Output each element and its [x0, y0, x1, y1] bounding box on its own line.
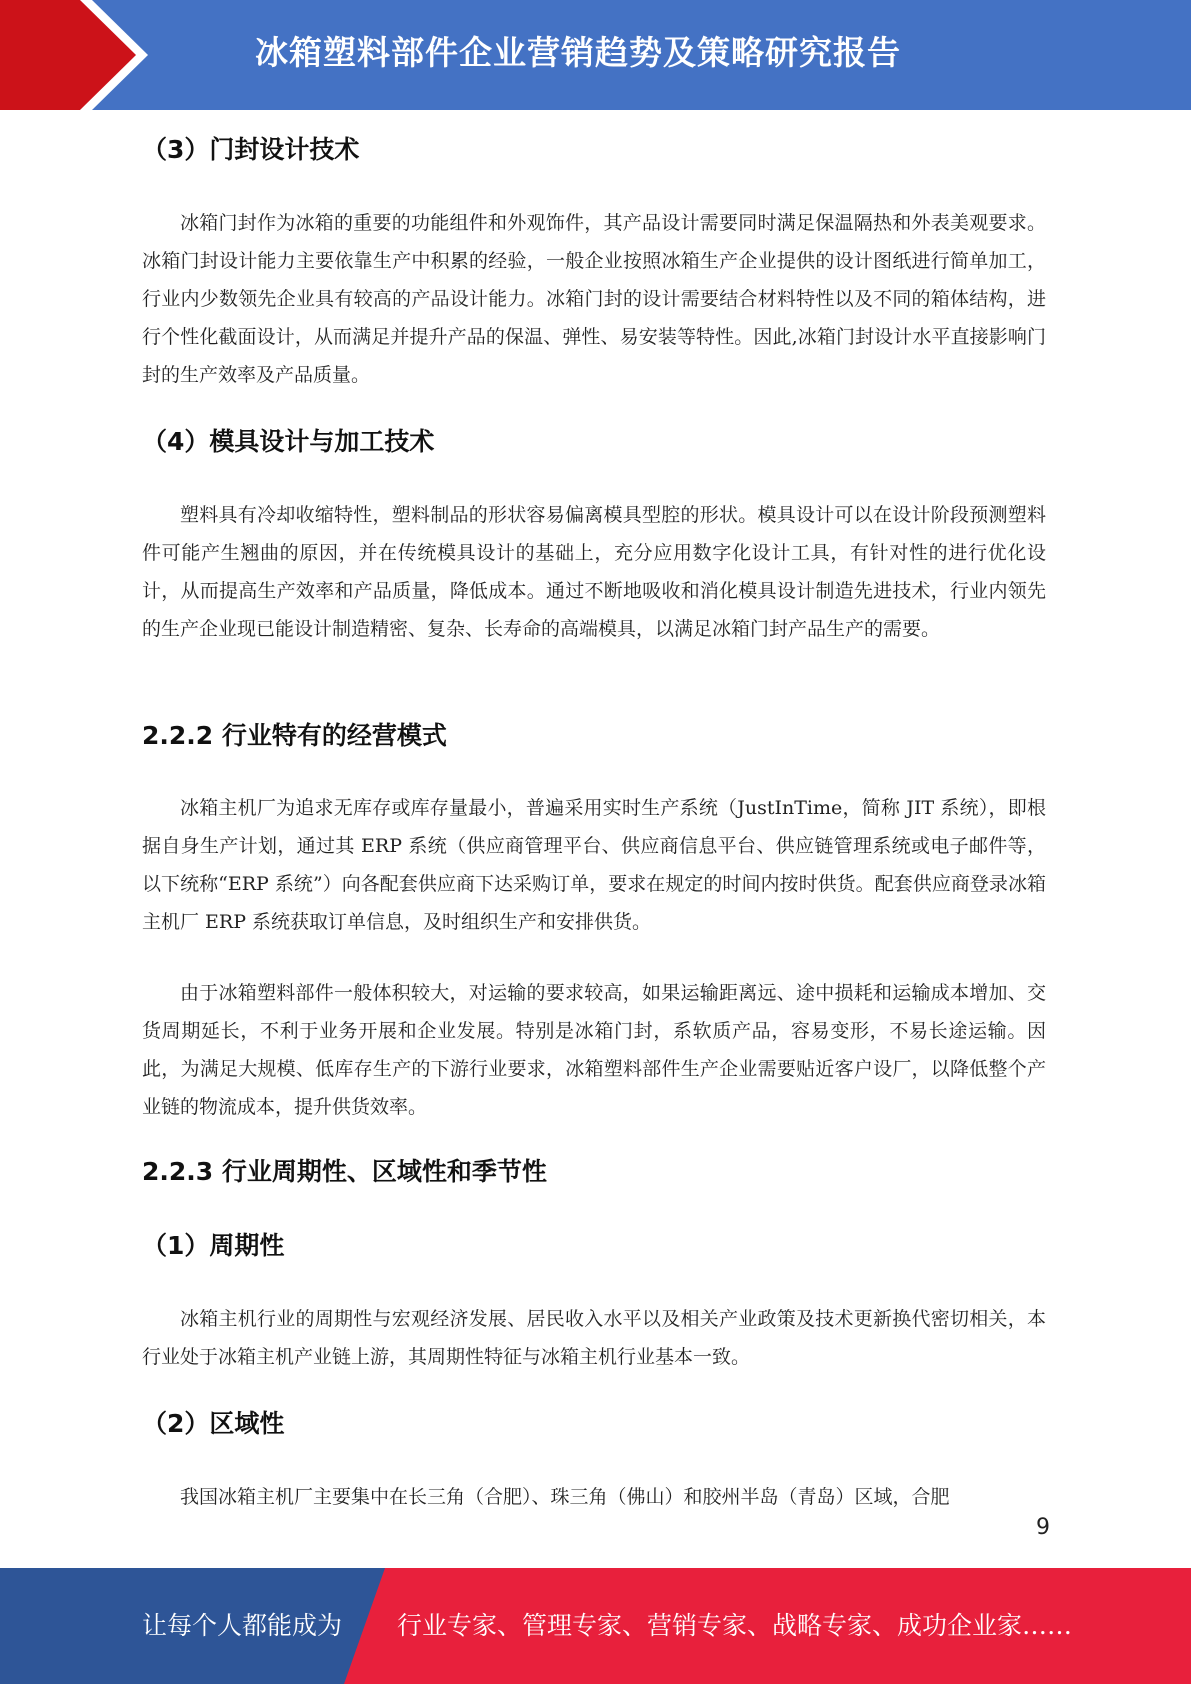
page-footer	[0, 1568, 1191, 1684]
footer-slogan-right: 行业专家、管理专家、营销专家、战略专家、成功企业家……	[397, 1611, 1073, 1640]
heading-door-seal-design: （3）门封设计技术	[142, 135, 360, 164]
paragraph-door-seal-design: 冰箱门封作为冰箱的重要的功能组件和外观饰件，其产品设计需要同时满足保温隔热和外表美观要求。冰箱门封设计能力主要依靠生产中积累的经验，一般企业按照冰箱生产企业提供的设计图纸进行简单加工，行业内少数领先企业具有较高的产品设计能力。冰箱门封的设计需要结合材料特性以及不同的箱体结构，进行个性化截面设计，从而满足并提升产品的保温、弹性、易安装等特性。因此,冰箱门封设计水平直接影响门封的生产效率及产品质量。	[142, 212, 1046, 386]
page-header	[0, 0, 1191, 110]
heading-business-model: 2.2.2 行业特有的经营模式	[142, 721, 447, 750]
report-title: 冰箱塑料部件企业营销趋势及策略研究报告	[255, 33, 901, 72]
page-number: 9	[1036, 1515, 1050, 1540]
paragraph-business-model-1: 冰箱主机厂为追求无库存或库存量最小，普遍采用实时生产系统（JustInTime，简称 JIT 系统），即根据自身生产计划，通过其 ERP 系统（供应商管理平台、供应商信息平台、供应链管理系统或电子邮件等，以下统称“ERP 系统”）向各配套供应商下达采购订单，要求在规定的时间内按时供货。配套供应商登录冰箱主机厂 ERP 系统获取订单信息，及时组织生产和安排供货。	[142, 797, 1046, 933]
heading-periodicity: （1）周期性	[142, 1231, 285, 1260]
red-chevron-decoration	[0, 0, 160, 110]
paragraph-mold-design: 塑料具有冷却收缩特性，塑料制品的形状容易偏离模具型腔的形状。模具设计可以在设计阶段预测塑料件可能产生翘曲的原因，并在传统模具设计的基础上，充分应用数字化设计工具，有针对性的进行优化设计，从而提高生产效率和产品质量，降低成本。通过不断地吸收和消化模具设计制造先进技术，行业内领先的生产企业现已能设计制造精密、复杂、长寿命的高端模具，以满足冰箱门封产品生产的需要。	[142, 504, 1046, 640]
heading-regional: （2）区域性	[142, 1409, 285, 1438]
paragraph-business-model-2: 由于冰箱塑料部件一般体积较大，对运输的要求较高，如果运输距离远、途中损耗和运输成本增加、交货周期延长，不利于业务开展和企业发展。特别是冰箱门封，系软质产品，容易变形，不易长途运输。因此，为满足大规模、低库存生产的下游行业要求，冰箱塑料部件生产企业需要贴近客户设厂，以降低整个产业链的物流成本，提升供货效率。	[142, 982, 1046, 1118]
paragraph-periodicity: 冰箱主机行业的周期性与宏观经济发展、居民收入水平以及相关产业政策及技术更新换代密切相关，本行业处于冰箱主机产业链上游，其周期性特征与冰箱主机行业基本一致。	[142, 1308, 1046, 1368]
footer-slogan-left: 让每个人都能成为	[142, 1611, 343, 1640]
heading-mold-design: （4）模具设计与加工技术	[142, 427, 435, 456]
paragraph-regional: 我国冰箱主机厂主要集中在长三角（合肥）、珠三角（佛山）和胶州半岛（青岛）区域，合肥	[180, 1486, 950, 1508]
heading-cyclical-regional-seasonal: 2.2.3 行业周期性、区域性和季节性	[142, 1157, 547, 1186]
